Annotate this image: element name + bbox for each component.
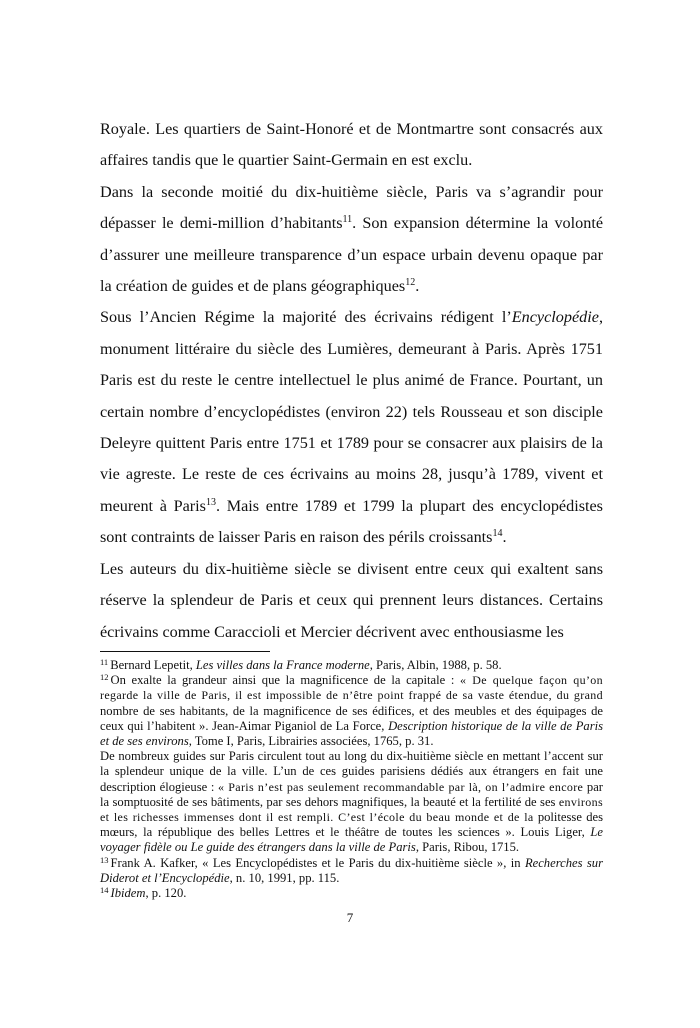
footnote-number: 13 bbox=[100, 854, 109, 865]
text-run: par la somptuosité de ses bâtiments, par ses dehors magnifiques, la beauté et la fertilité de ses bbox=[100, 779, 603, 809]
text-run: politesse des mœurs, la république des belles Lettres et le théâtre de toutes les sciences ». Louis Liger, bbox=[100, 810, 603, 840]
footnote-number: 11 bbox=[100, 657, 109, 667]
footnote-number: 12 bbox=[100, 672, 109, 683]
italic-title: Le voyager fidèle ou Le guide des étrangers dans la ville de Paris bbox=[100, 825, 603, 855]
text-run: On exalte la grandeur ainsi que la magnificence de la capitale : bbox=[110, 673, 460, 688]
text-run: Dans la seconde moitié du dix-huitième siècle, Paris va s’agrandir pour dépasser le demi-million d’habitants bbox=[100, 182, 603, 233]
footnotes bbox=[100, 658, 603, 901]
quotation: environs et les richesses immenses dont il est rempli. C’est l’école du beau monde et de la bbox=[100, 794, 603, 825]
text-run: De nombreux guides sur Paris circulent tout au long du dix-huitième siècle en mettant l’accent sur la splendeur unique de la ville. L’un de ces guides parisiens dédiés aux étrangers en fait une description élogieuse : bbox=[100, 749, 603, 794]
italic-title: Encyclopédie bbox=[511, 308, 599, 327]
quotation: « De quelque façon qu’on regarde la ville de Paris, il est impossible de n’être point frappé de sa vaste étendue, du grand bbox=[100, 673, 603, 703]
footnote-14 bbox=[100, 886, 603, 901]
text-run: . Son expansion détermine la volonté d’assurer une meilleure transparence d’un espace urbain devenu opaque par la création de guides et de plans géographiques bbox=[100, 214, 604, 296]
paragraph bbox=[100, 302, 603, 553]
footnote-ref[interactable]: 12 bbox=[405, 277, 416, 289]
text-run: Sous l’Ancien Régime la majorité des écrivains rédigent l’ bbox=[100, 308, 512, 327]
text-run: Bernard Lepetit, bbox=[110, 658, 196, 672]
italic-title: Ibidem bbox=[110, 886, 146, 901]
footnote-ref[interactable]: 14 bbox=[492, 528, 503, 540]
text-run: . Mais entre 1789 et 1799 la plupart des encyclopédistes sont contraints de laisser Paris en raison des périls croissants bbox=[100, 496, 603, 547]
page-number: 7 bbox=[346, 910, 354, 925]
text-run: Royale. Les quartiers de Saint-Honoré et de Montmartre sont consacrés aux affaires tandis que le quartier Saint-Germain en est exclu. bbox=[100, 120, 603, 170]
text-run: nombre de ses habitants, de la magnificence de ses édifices, et des meubles et des équipages de ceux qui l’habitent ». Jean-Aimar Piganiol de La Force, bbox=[100, 703, 603, 733]
paragraph bbox=[100, 554, 603, 648]
footnote-separator bbox=[100, 651, 270, 652]
paragraph bbox=[100, 177, 603, 303]
text-run: Les auteurs du dix-huitième siècle se divisent entre ceux qui exaltent sans réserve la splendeur de Paris et ceux qui prennent leurs distances. Certains écrivains comme Caraccioli et Mercier décrivent avec enthousiasme les bbox=[100, 559, 603, 641]
footnote-ref[interactable]: 13 bbox=[205, 496, 216, 508]
italic-title: Description historique de la ville de Paris et de ses environs bbox=[100, 718, 604, 749]
text-run: , Paris, Ribou, 1715. bbox=[415, 840, 520, 855]
text-run: , Tome I, Paris, Librairies associées, 1765, p. 31. bbox=[188, 734, 434, 749]
footnote-12 bbox=[100, 673, 603, 749]
footnote-ref[interactable]: 11 bbox=[342, 214, 353, 226]
italic-title: Recherches sur Diderot et l’Encyclopédie bbox=[100, 855, 603, 885]
text-run: . bbox=[502, 528, 507, 547]
text-run: , p. 120. bbox=[145, 886, 187, 901]
text-run: , Paris, Albin, 1988, p. 58. bbox=[369, 658, 502, 672]
italic-title: Les villes dans la France moderne bbox=[195, 658, 370, 672]
footnote-11 bbox=[100, 658, 603, 673]
body-text bbox=[100, 114, 603, 648]
footnote-13 bbox=[100, 856, 603, 886]
quotation: « Paris n’est pas seulement recommandable par là, on l’admire encore bbox=[218, 779, 584, 794]
text-run: , monument littéraire du siècle des Lumières, demeurant à Paris. Après 1751 Paris est du reste le centre intellectuel le plus animé de France. Pourtant, un certain nombre d’encyclopédistes (environ 22) tels Rousseau et son disciple Deleyre quittent Paris entre 1751 et 1789 pour se consacrer aux plaisirs de la vie agreste. Le reste de ces écrivains au moins 28, jusqu’à 1789, vivent et meurent à Paris bbox=[100, 308, 603, 515]
footnote-number: 14 bbox=[100, 885, 109, 896]
text-run: , n. 10, 1991, pp. 115. bbox=[229, 870, 340, 885]
text-run: Frank A. Kafker, « Les Encyclopédistes et le Paris du dix-huitième siècle », in bbox=[110, 855, 525, 870]
paragraph bbox=[100, 114, 603, 177]
text-run: . bbox=[415, 277, 420, 296]
footnote-12-continued bbox=[100, 749, 603, 855]
